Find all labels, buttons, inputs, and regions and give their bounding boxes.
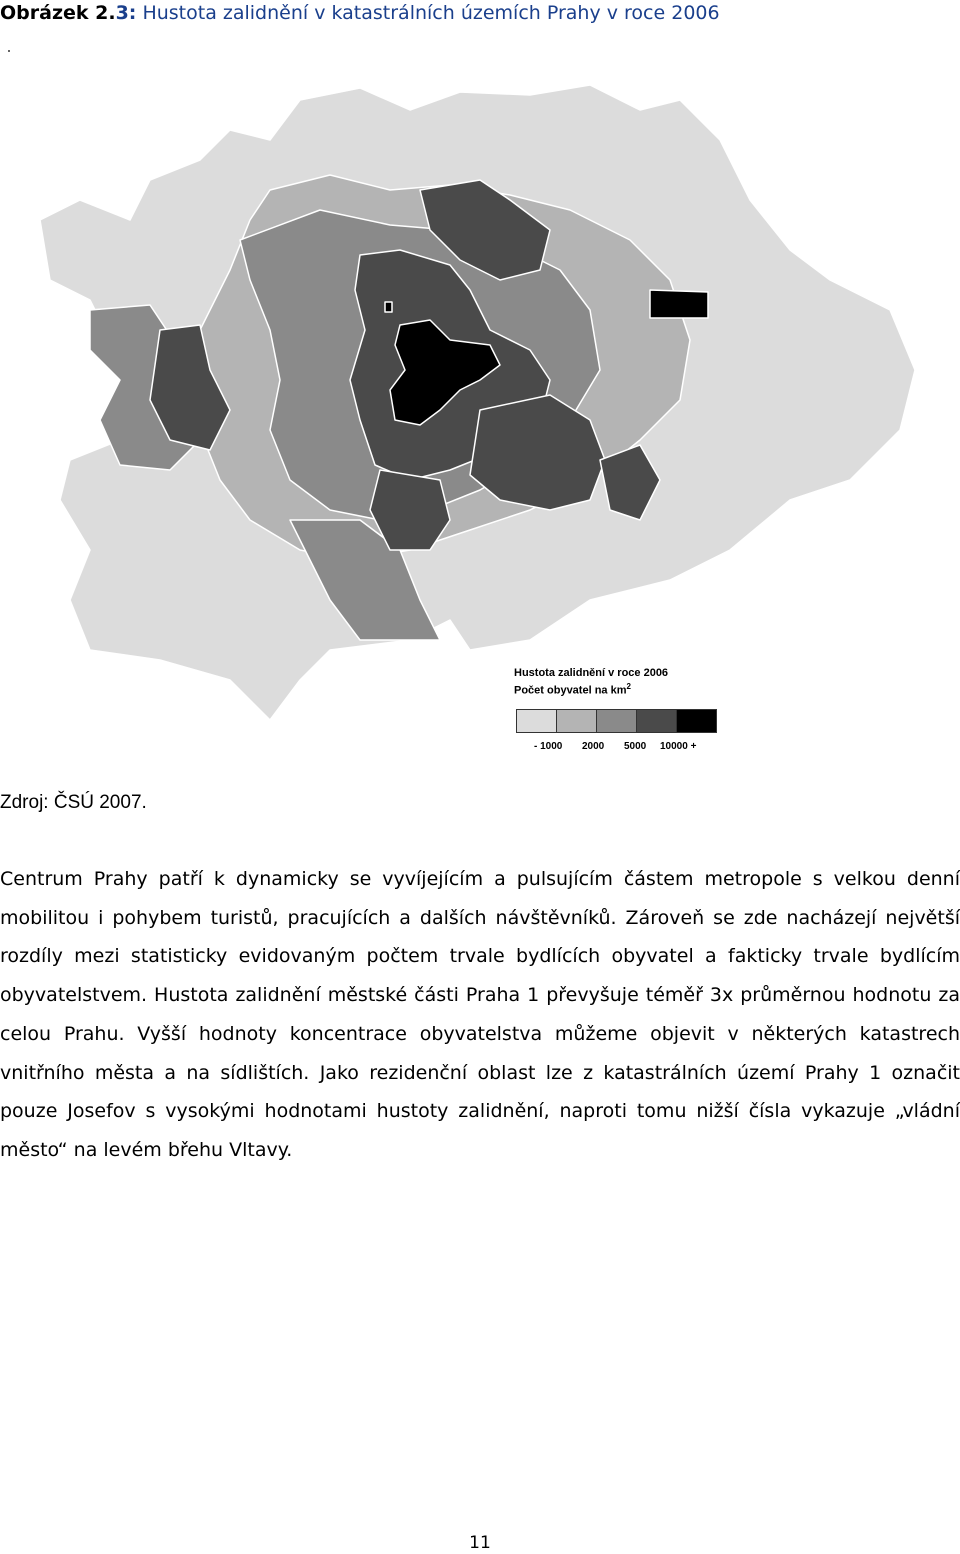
legend-tick: 2000	[582, 741, 605, 752]
figure-caption	[0, 2, 720, 24]
legend-swatch	[637, 710, 677, 732]
legend-title: Hustota zalidnění v roce 2006	[514, 667, 669, 679]
caption-label: Obrázek 2.	[0, 2, 116, 24]
legend-swatches	[516, 709, 717, 733]
legend-subtitle	[514, 682, 631, 697]
legend-tick: 5000	[624, 741, 647, 752]
body-paragraph: Centrum Prahy patří k dynamicky se vyvíjejícím a pulsujícím částem metropole s velkou denní mobilitou i pohybem turistů, pracujících a dalších návštěvníků. Zároveň se zde nacházejí největší rozdíly mezi statisticky evidovaným počtem trvale bydlících obyvatel a fakticky trvale bydlícím obyvatelstvem. Hustota zalidnění městské části Praha 1 převyšuje téměř 3x průměrnou hodnotu za celou Prahu. Vyšší hodnoty koncentrace obyvatelstva můžeme objevit v některých katastrech vnitřního města a na sídlištích. Jako rezidenční oblast lze z katastrálních území Prahy 1 označit pouze Josefov s vysokými hodnotami hustoty zalidnění, naproti tomu nižší čísla vykazuje „vládní město“ na levém břehu Vltavy.	[0, 868, 960, 1161]
legend-swatch	[597, 710, 637, 732]
legend-unit: Počet obyvatel na km	[514, 684, 627, 697]
legend-unit-sup: 2	[626, 682, 631, 691]
legend-tick: 10000 +	[660, 741, 697, 752]
caption-text: Hustota zalidnění v katastrálních územích Prahy v roce 2006	[136, 2, 720, 24]
legend-swatch	[557, 710, 597, 732]
source-note: Zdroj: ČSÚ 2007.	[0, 792, 147, 813]
caption-number: 3:	[115, 2, 137, 24]
map-legend	[514, 665, 734, 765]
stray-dot	[8, 50, 10, 52]
legend-ticks	[514, 741, 734, 755]
legend-swatch	[677, 710, 716, 732]
legend-swatch	[517, 710, 557, 732]
legend-tick: - 1000	[534, 741, 563, 752]
prague-density-map-icon	[30, 80, 930, 730]
page-number: 11	[469, 1533, 491, 1553]
